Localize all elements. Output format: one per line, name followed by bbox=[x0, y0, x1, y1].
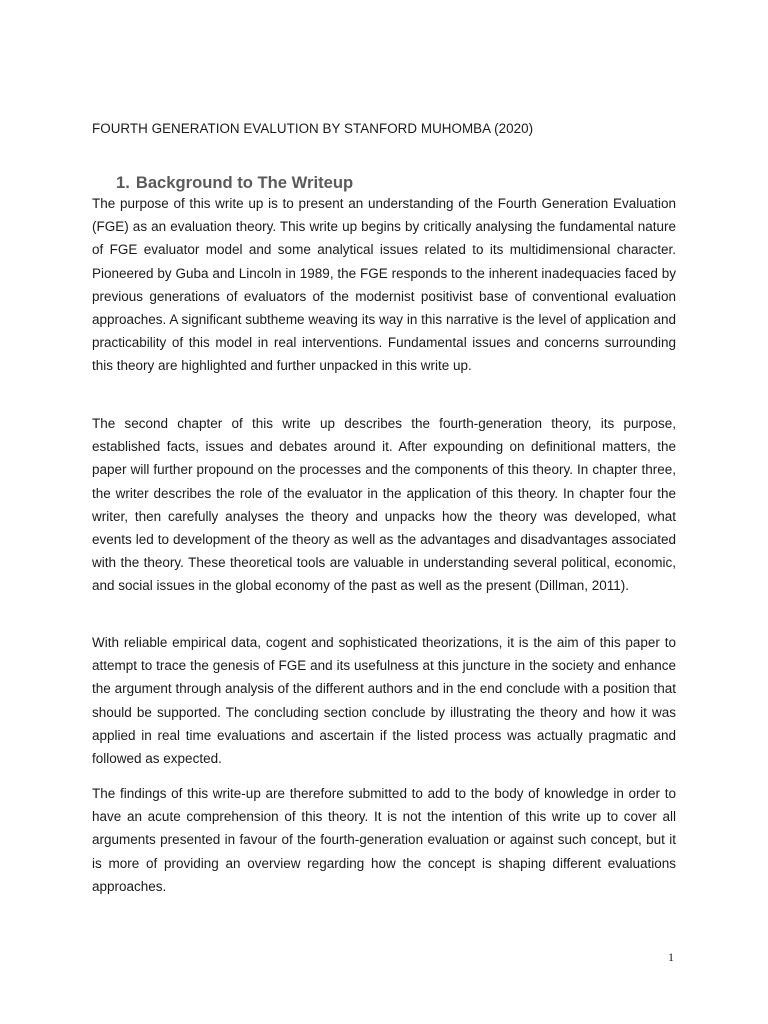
section-heading-text: Background to The Writeup bbox=[135, 173, 354, 192]
paragraph-second-chapter: The second chapter of this write up describes the fourth-generation theory, its purpose, established facts, issues and debates around it. After expounding on definitional matters, the paper will further propound on the processes and the components of this theory. In chapter three, the writer describes the role of the evaluator in the application of this theory. In chapter four the writer, then carefully analyses the theory and unpacks how the theory was developed, what events led to development of the theory as well as the advantages and disadvantages associated with the theory. These theoretical tools are valuable in understanding several political, economic, and social issues in the global economy of the past as well as the present (Dillman, 2011). bbox=[92, 416, 676, 594]
paragraph-aim: With reliable empirical data, cogent and sophisticated theorizations, it is the aim of this paper to attempt to trace the genesis of FGE and its usefulness at this juncture in the society and enhance the argument through analysis of the different authors and in the end conclude with a position that should be supported. The concluding section conclude by illustrating the theory and how it was applied in real time evaluations and ascertain if the listed process was actually pragmatic and followed as expected. bbox=[92, 635, 676, 767]
section-heading bbox=[116, 173, 353, 193]
page-number: 1 bbox=[668, 950, 674, 964]
document-title: FOURTH GENERATION EVALUTION BY STANFORD MUHOMBA (2020) bbox=[92, 121, 534, 136]
paragraph-purpose: The purpose of this write up is to present an understanding of the Fourth Generation Evaluation (FGE) as an evaluation theory. This write up begins by critically analysing the fundamental nature of FGE evaluator model and some analytical issues related to its multidimensional character. Pioneered by Guba and Lincoln in 1989, the FGE responds to the inherent inadequacies faced by previous generations of evaluators of the modernist positivist base of conventional evaluation approaches. A significant subtheme weaving its way in this narrative is the level of application and practicability of this model in real interventions. Fundamental issues and concerns surrounding this theory are highlighted and further unpacked in this write up. bbox=[92, 196, 676, 374]
section-number: 1. bbox=[116, 173, 130, 192]
paragraph-findings: The findings of this write-up are therefore submitted to add to the body of knowledge in order to have an acute comprehension of this theory. It is not the intention of this write up to cover all arguments presented in favour of the fourth-generation evaluation or against such concept, but it is more of providing an overview regarding how the concept is shaping different evaluations approaches. bbox=[92, 786, 676, 894]
